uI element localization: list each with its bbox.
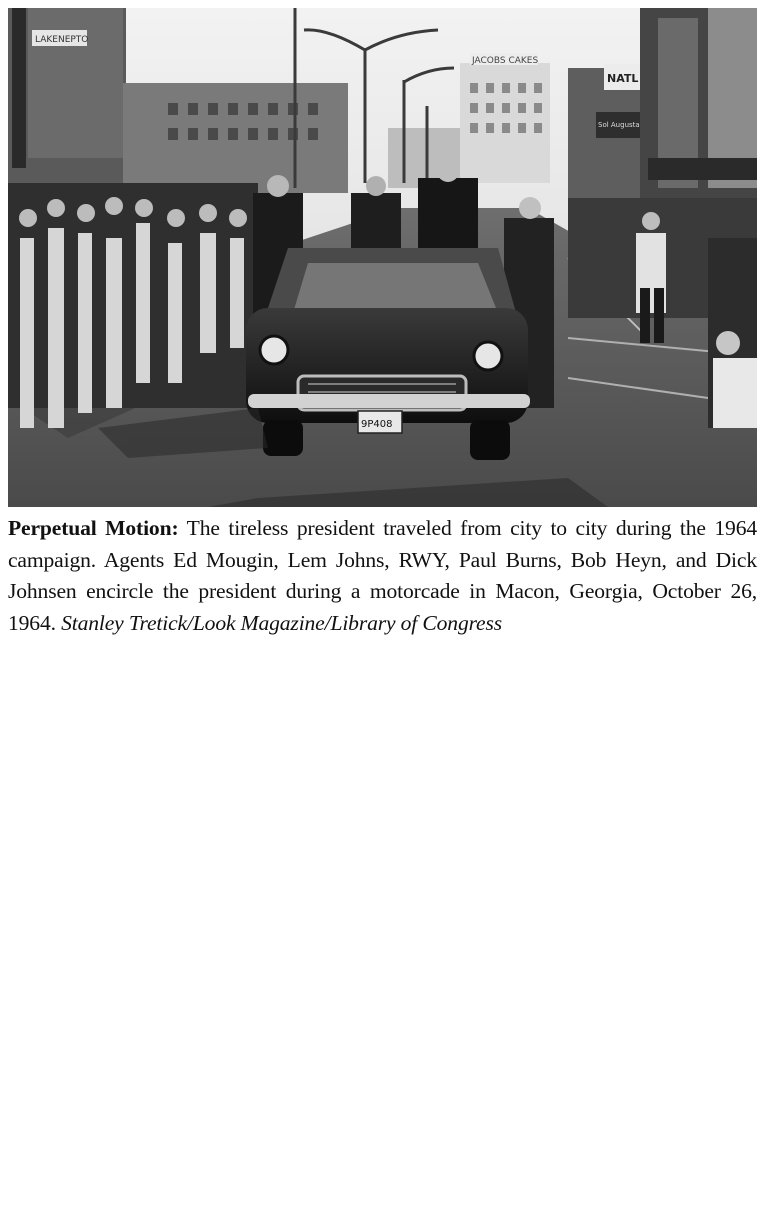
motorcade-photo-illustration (8, 8, 757, 507)
left-crowd (8, 183, 258, 428)
motorcade-photo (8, 8, 757, 507)
photo-credit: Stanley Tretick/Look Magazine/Library of Congress (61, 610, 502, 635)
nat-sign: NATL (607, 72, 639, 85)
banner-sign: Sol Augusta (598, 121, 640, 129)
store-sign: JACOBS CAKES (472, 56, 539, 66)
photo-caption (8, 513, 757, 639)
convertible-car (246, 248, 530, 460)
caption-label: Perpetual Motion: (8, 516, 179, 540)
building-sign: LAKENEPTO (35, 35, 89, 45)
license-plate: 9P408 (361, 419, 393, 430)
caption-body: The tireless president traveled from city to city during the 1964 campaign. Agents Ed Mougin, Lem Johns, RWY, Paul Burns, Bob Heyn, and Dick Johnsen encircle the president during a motorcade in Macon, Georgia, October 26, 1964. (8, 516, 757, 635)
